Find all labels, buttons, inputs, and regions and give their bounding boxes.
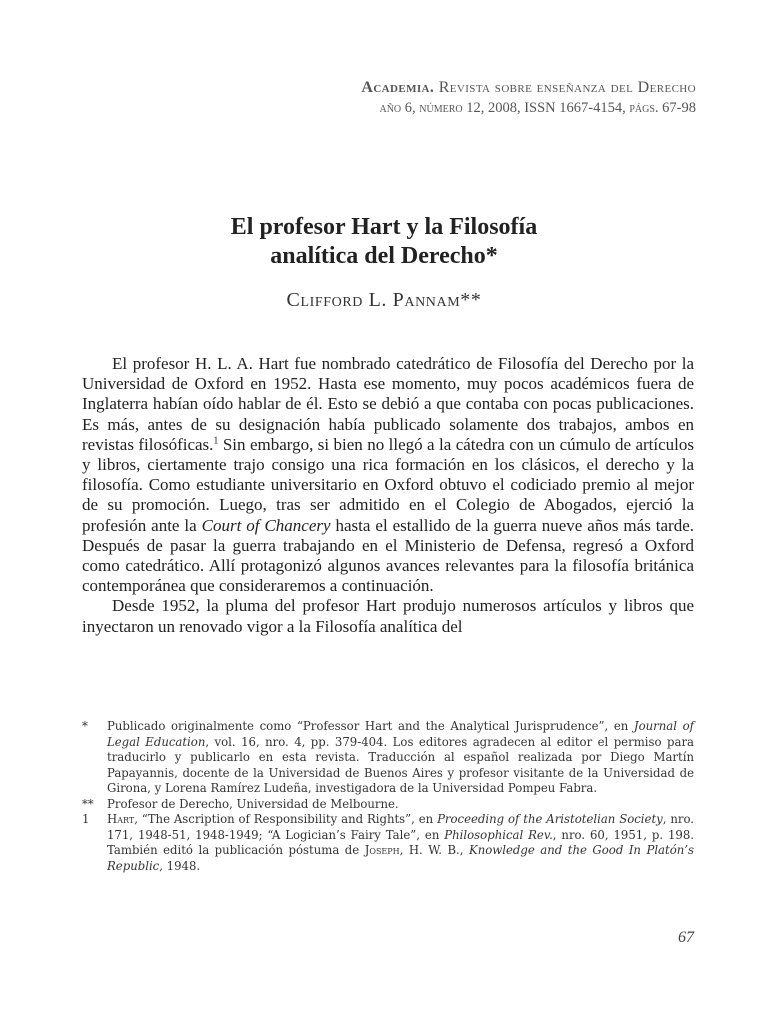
issue-line: año 6, número 12, 2008, ISSN 1667-4154, págs. 67-98 <box>379 100 696 116</box>
footnote-3-part-d: , H. W. B., <box>399 843 469 857</box>
footnote-mark: ** <box>82 796 94 811</box>
footnote-1-part-a: Publicado originalmente como “Professor Hart and the Analytical Jurisprudence”, en <box>107 719 634 733</box>
paragraph-2: Desde 1952, la pluma del profesor Hart produjo numerosos artículos y libros que inyectaron un renovado vigor a la Filosofía analítica del <box>82 596 694 636</box>
footnote-3-part-b: , nro. 171, 1948-51, 1948-1949; “A Logician’s Fairy Tale”, en <box>107 812 694 842</box>
footnote-3-part-e: , 1948. <box>159 858 201 873</box>
running-head <box>361 77 696 118</box>
paragraph-1-part-c: hasta el estallido de la guerra nueve años más tarde. Después de pasar la guerra trabajando en el Ministerio de Defensa, regresó a Oxford como catedrático. Allí protagonizó algunos avances relevantes para la filosofía británica contemporánea que consideraremos a continuación. <box>82 515 694 596</box>
footnote-1 <box>82 812 694 874</box>
footnote-1-journal: Journal of Legal Education <box>107 719 694 749</box>
title-line-2: analítica del Derecho* <box>270 243 498 269</box>
footnote-3-part-a: , “The Ascription of Responsibility and Rights”, en <box>134 812 438 826</box>
footnote-text <box>107 812 694 874</box>
footnote-star <box>82 719 694 797</box>
author-name: Clifford L. Pannam** <box>286 289 482 311</box>
footnote-text: Profesor de Derecho, Universidad de Melbourne. <box>107 796 399 811</box>
paragraph-1-part-a: El profesor H. L. A. Hart fue nombrado catedrático de Filosofía del Derecho por la Universidad de Oxford en 1952. Hasta ese momento, muy pocos académicos fuera de Inglaterra habían oído hablar de él. Esto se debió a que contaba con pocas publicaciones. Es más, antes de su designación había publicado solamente dos trabajos, ambos en revistas filosóficas. <box>82 354 694 454</box>
paragraph-1-part-b: Sin embargo, si bien no llegó a la cátedra con un cúmulo de artículos y libros, ciertamente trajo consigo una rica formación en los clásicos, el derecho y la filosofía. Como estudiante universitario en Oxford obtuvo el codiciado premio al mejor de su promoción. Luego, tras ser admitido en el Colegio de Abogados, ejerció la profesión ante la <box>82 434 694 535</box>
footnote-3-italic-3: Knowledge and the Good In Platón’s Republic <box>107 843 695 873</box>
footnote-author: Hart <box>107 812 135 826</box>
paragraph-1 <box>82 354 694 596</box>
footnote-1-part-b: , vol. 16, nro. 4, pp. 379-404. Los editores agradecen al editor el permiso para traducirlo y publicarlo en esta revista. Traducción al español realizada por Diego Martín Papayannis, docente de la Universidad de Buenos Aires y profesor visitante de la Universidad de Girona, y Lorena Ramírez Ludeña, investigadora de la Universidad Pompeu Fabra. <box>107 734 694 795</box>
footnote-double-star <box>82 797 694 813</box>
court-of-chancery: Court of Chancery <box>201 515 331 535</box>
footnotes <box>82 719 694 874</box>
footnote-3-italic-2: Philosophical Rev. <box>444 827 553 842</box>
journal-subtitle: Revista sobre enseñanza del Derecho <box>438 79 696 96</box>
footnote-3-part-c: , nro. 60, 1951, p. 198. También editó la publicación póstuma de <box>107 827 694 857</box>
footnote-3-italic-1: Proceeding of the Aristotelian Society <box>437 812 663 826</box>
footnote-text <box>107 719 694 797</box>
page-number: 67 <box>678 929 694 946</box>
article-title <box>0 213 768 271</box>
journal-name: Academia. <box>361 79 435 96</box>
footnote-mark: * <box>82 719 88 733</box>
title-line-1: El profesor Hart y la Filosofía <box>230 214 538 240</box>
footnote-author-2: Joseph <box>364 843 400 857</box>
footnote-ref-1: 1 <box>213 435 219 447</box>
journal-line <box>361 77 696 99</box>
body-text <box>82 354 694 637</box>
footnote-mark: 1 <box>82 812 90 826</box>
